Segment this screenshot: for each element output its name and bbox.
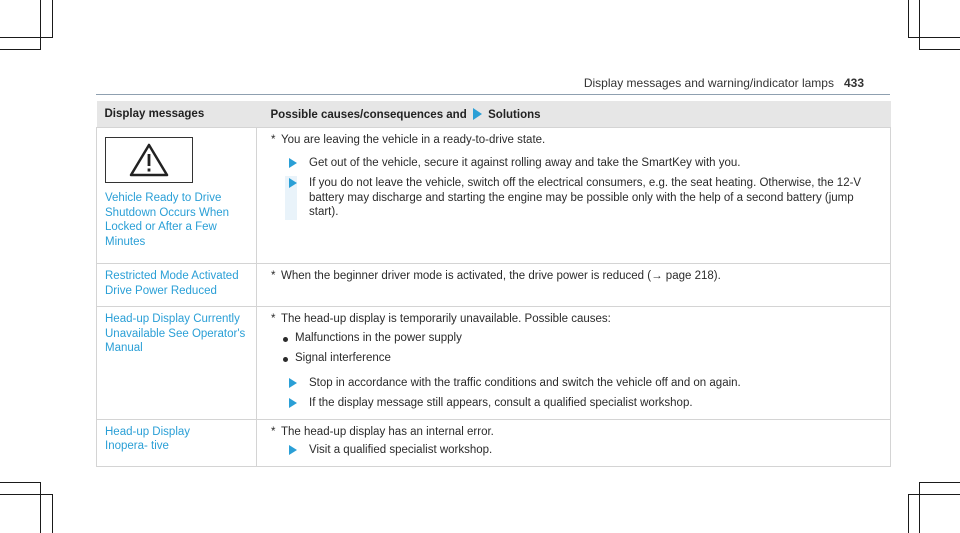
bullet-label: Signal interference [295, 352, 391, 364]
header-solutions-label: Solutions [488, 108, 541, 121]
table-row [97, 128, 891, 264]
crop-mark [919, 49, 960, 50]
action-label: Get out of the vehicle, secure it against rolling away and take the SmartKey with you. [309, 156, 741, 169]
cause-label: The head-up display is temporarily unavailable. Possible causes: [281, 313, 611, 325]
bullet-label: Malfunctions in the power supply [295, 331, 462, 344]
message-cell [97, 128, 257, 264]
crop-mark [0, 49, 41, 50]
action-item [271, 376, 882, 391]
cause-text: * The head-up display has an internal error. [271, 425, 494, 438]
solution-cell [257, 128, 891, 264]
crop-mark [0, 494, 52, 495]
play-triangle-icon [473, 108, 482, 120]
cause-text: * The head-up display is temporarily unavailable. Possible causes: [271, 313, 611, 325]
running-head-title: Display messages and warning/indicator lamps [583, 76, 834, 90]
header-display-messages: Display messages [97, 101, 257, 128]
crop-mark [40, 482, 41, 533]
crop-mark [908, 0, 909, 38]
cause-label: When the beginner driver mode is activated, the drive power is reduced (→ page 218). [281, 270, 721, 282]
action-item [271, 396, 882, 411]
crop-mark [908, 494, 960, 495]
action-triangle-icon [289, 445, 297, 455]
crop-mark [0, 482, 41, 483]
header-causes-solutions [257, 101, 891, 128]
message-name: Restricted Mode Activated Drive Power Reduced [105, 270, 239, 297]
action-label: Stop in accordance with the traffic conditions and switch the vehicle off and on again. [309, 376, 741, 389]
cause-label: The head-up display has an internal error. [281, 425, 494, 438]
running-head [584, 76, 864, 90]
action-triangle-icon [289, 398, 297, 408]
crop-mark [52, 0, 53, 38]
action-item [271, 156, 882, 171]
message-cell [97, 419, 257, 466]
message-name: Vehicle Ready to Drive Shutdown Occurs When Locked or After a Few Minutes [105, 192, 230, 248]
bullet-item [271, 331, 882, 346]
cause-text: * You are leaving the vehicle in a ready-to-drive state. [271, 134, 546, 146]
cause-label: You are leaving the vehicle in a ready-to-drive state. [281, 134, 546, 146]
crop-mark [908, 37, 960, 38]
header-causes-label: Possible causes/consequences and [270, 108, 467, 121]
table-header-row [97, 101, 891, 128]
message-cell [97, 307, 257, 420]
bullet-dot-icon [283, 357, 288, 362]
page-number: 433 [843, 76, 864, 90]
action-label: If the display message still appears, consult a qualified specialist workshop. [309, 397, 693, 409]
crop-mark [40, 0, 41, 50]
bullet-dot-icon [283, 337, 288, 342]
action-label: If you do not leave the vehicle, switch off the electrical consumers, e.g. the seat heating. Otherwise, the 12-V battery may discharge and starting the engine may be possible only with the help of a second battery (jump start). [309, 177, 862, 218]
solution-cell [257, 419, 891, 466]
header-rule [96, 94, 890, 95]
action-label: Visit a qualified specialist workshop. [309, 444, 493, 456]
crop-mark [919, 482, 920, 533]
display-messages-table [96, 101, 891, 467]
action-triangle-icon [289, 178, 297, 188]
warning-triangle-icon [105, 137, 193, 183]
message-name: Head-up Display Currently Unavailable See Operator's Manual [105, 313, 246, 354]
action-triangle-icon [289, 378, 297, 388]
crop-mark [919, 0, 920, 50]
solution-cell [257, 307, 891, 420]
action-item [271, 176, 882, 220]
table-row [97, 419, 891, 466]
message-name: Head-up Display Inopera- tive [105, 425, 191, 452]
crop-mark [0, 37, 52, 38]
crop-mark [52, 494, 53, 533]
action-triangle-icon [289, 158, 297, 168]
action-item [271, 443, 882, 458]
table-row [97, 264, 891, 307]
cause-text: * When the beginner driver mode is activated, the drive power is reduced (→ page 218). [271, 270, 721, 282]
message-cell [97, 264, 257, 307]
solution-cell [257, 264, 891, 307]
table-row [97, 307, 891, 420]
bullet-item [271, 351, 882, 366]
crop-mark [908, 494, 909, 533]
crop-mark [919, 482, 960, 483]
